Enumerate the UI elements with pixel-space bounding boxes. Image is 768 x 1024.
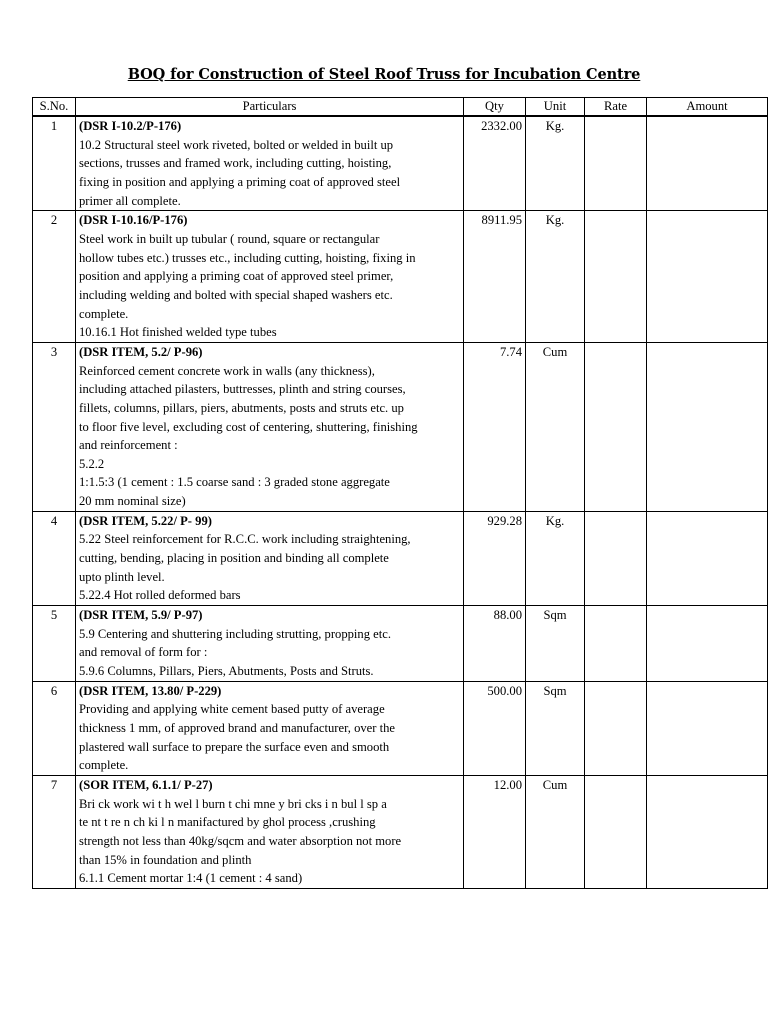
- row-amount: [647, 681, 768, 775]
- row-quantity: 8911.95: [464, 211, 526, 343]
- row-unit: Sqm: [526, 681, 585, 775]
- row-serial-number: 6: [33, 681, 76, 775]
- item-reference: (DSR ITEM, 5.22/ P- 99): [79, 513, 212, 528]
- item-description-line: including welding and bolted with special shaped washers etc.: [79, 287, 393, 302]
- item-description-line: 1:1.5:3 (1 cement : 1.5 coarse sand : 3 graded stone aggregate: [79, 475, 390, 490]
- item-description-line: position and applying a priming coat of approved steel primer,: [79, 269, 394, 284]
- row-unit: Cum: [526, 342, 585, 511]
- row-quantity: 7.74: [464, 342, 526, 511]
- item-description-line: Steel work in built up tubular ( round, square or rectangular: [79, 231, 380, 246]
- row-particulars: [76, 116, 464, 211]
- item-description-line: 5.9.6 Columns, Pillars, Piers, Abutments, Posts and Struts.: [79, 664, 374, 679]
- row-serial-number: 3: [33, 342, 76, 511]
- row-quantity: 500.00: [464, 681, 526, 775]
- row-unit: Kg.: [526, 211, 585, 343]
- table-row: [33, 342, 768, 511]
- row-particulars: [76, 211, 464, 343]
- item-description-line: plastered wall surface to prepare the surface even and smooth: [79, 739, 390, 754]
- row-rate: [585, 775, 647, 888]
- item-description-line: complete.: [79, 306, 129, 321]
- row-particulars: [76, 681, 464, 775]
- item-description-line: 10.2 Structural steel work riveted, bolted or welded in built up: [79, 137, 394, 152]
- row-serial-number: 2: [33, 211, 76, 343]
- item-description-line: strength not less than 40kg/sqcm and water absorption not more: [79, 833, 402, 848]
- header-sno: S.No.: [33, 98, 76, 117]
- item-description-line: and removal of form for :: [79, 645, 208, 660]
- row-quantity: 88.00: [464, 606, 526, 682]
- item-description-line: 5.22.4 Hot rolled deformed bars: [79, 588, 241, 603]
- item-reference: (DSR ITEM, 13.80/ P-229): [79, 683, 222, 698]
- header-rate: Rate: [585, 98, 647, 117]
- item-description-line: 5.9 Centering and shuttering including strutting, propping etc.: [79, 626, 391, 641]
- header-particulars: Particulars: [76, 98, 464, 117]
- row-rate: [585, 606, 647, 682]
- row-particulars: [76, 606, 464, 682]
- item-description-line: 20 mm nominal size): [79, 494, 186, 509]
- table-row: [33, 681, 768, 775]
- item-description-line: 6.1.1 Cement mortar 1:4 (1 cement : 4 sand): [79, 871, 303, 886]
- item-description-line: Bri ck work wi t h wel l burn t chi mne y bri cks i n bul l sp a: [79, 796, 387, 811]
- row-amount: [647, 211, 768, 343]
- row-amount: [647, 342, 768, 511]
- table-row: [33, 211, 768, 343]
- item-description-line: Reinforced cement concrete work in walls (any thickness),: [79, 363, 375, 378]
- row-amount: [647, 606, 768, 682]
- item-description-line: hollow tubes etc.) trusses etc., including cutting, hoisting, fixing in: [79, 250, 416, 265]
- item-description-line: 10.16.1 Hot finished welded type tubes: [79, 325, 277, 340]
- item-description-line: sections, trusses and framed work, including cutting, hoisting,: [79, 156, 392, 171]
- table-row: [33, 116, 768, 211]
- item-description-line: to floor five level, excluding cost of centering, shuttering, finishing: [79, 419, 418, 434]
- row-particulars: [76, 511, 464, 605]
- row-serial-number: 4: [33, 511, 76, 605]
- row-rate: [585, 116, 647, 211]
- item-description-line: including attached pilasters, buttresses, plinth and string courses,: [79, 382, 406, 397]
- item-description-line: 5.2.2: [79, 456, 105, 471]
- row-quantity: 929.28: [464, 511, 526, 605]
- row-particulars: [76, 342, 464, 511]
- row-unit: Cum: [526, 775, 585, 888]
- row-amount: [647, 511, 768, 605]
- item-description-line: 5.22 Steel reinforcement for R.C.C. work including straightening,: [79, 532, 411, 547]
- item-description-line: thickness 1 mm, of approved brand and manufacturer, over the: [79, 721, 395, 735]
- item-reference: (DSR ITEM, 5.2/ P-96): [79, 344, 203, 359]
- row-unit: Kg.: [526, 511, 585, 605]
- item-reference: (DSR I-10.2/P-176): [79, 119, 182, 133]
- row-unit: Sqm: [526, 606, 585, 682]
- header-qty: Qty: [464, 98, 526, 117]
- table-body: [33, 116, 768, 888]
- item-description-line: than 15% in foundation and plinth: [79, 852, 252, 867]
- row-rate: [585, 211, 647, 343]
- boq-table: [32, 97, 768, 889]
- table-row: [33, 775, 768, 888]
- item-description-line: cutting, bending, placing in position and binding all complete: [79, 551, 389, 566]
- row-particulars: [76, 775, 464, 888]
- row-serial-number: 1: [33, 116, 76, 211]
- item-description-line: primer all complete.: [79, 193, 181, 208]
- row-quantity: 12.00: [464, 775, 526, 888]
- row-rate: [585, 681, 647, 775]
- item-description-line: upto plinth level.: [79, 569, 165, 584]
- item-reference: (SOR ITEM, 6.1.1/ P-27): [79, 777, 213, 792]
- row-rate: [585, 511, 647, 605]
- row-serial-number: 5: [33, 606, 76, 682]
- table-row: [33, 511, 768, 605]
- row-quantity: 2332.00: [464, 116, 526, 211]
- item-reference: (DSR ITEM, 5.9/ P-97): [79, 608, 203, 623]
- item-reference: (DSR I-10.16/P-176): [79, 213, 188, 228]
- document-title: BOQ for Construction of Steel Roof Truss for Incubation Centre: [127, 66, 641, 83]
- row-serial-number: 7: [33, 775, 76, 888]
- item-description-line: and reinforcement :: [79, 438, 178, 453]
- header-unit: Unit: [526, 98, 585, 117]
- table-header-row: [33, 98, 768, 117]
- row-amount: [647, 775, 768, 888]
- row-amount: [647, 116, 768, 211]
- item-description-line: te nt t re n ch ki l n manifactured by ghol process ,crushing: [79, 815, 376, 830]
- item-description-line: Providing and applying white cement based putty of average: [79, 702, 385, 717]
- header-amount: Amount: [647, 98, 768, 117]
- table-row: [33, 606, 768, 682]
- item-description-line: fillets, columns, pillars, piers, abutments, posts and struts etc. up: [79, 400, 404, 415]
- item-description-line: fixing in position and applying a priming coat of approved steel: [79, 174, 401, 189]
- row-rate: [585, 342, 647, 511]
- item-description-line: complete.: [79, 758, 129, 773]
- row-unit: Kg.: [526, 116, 585, 211]
